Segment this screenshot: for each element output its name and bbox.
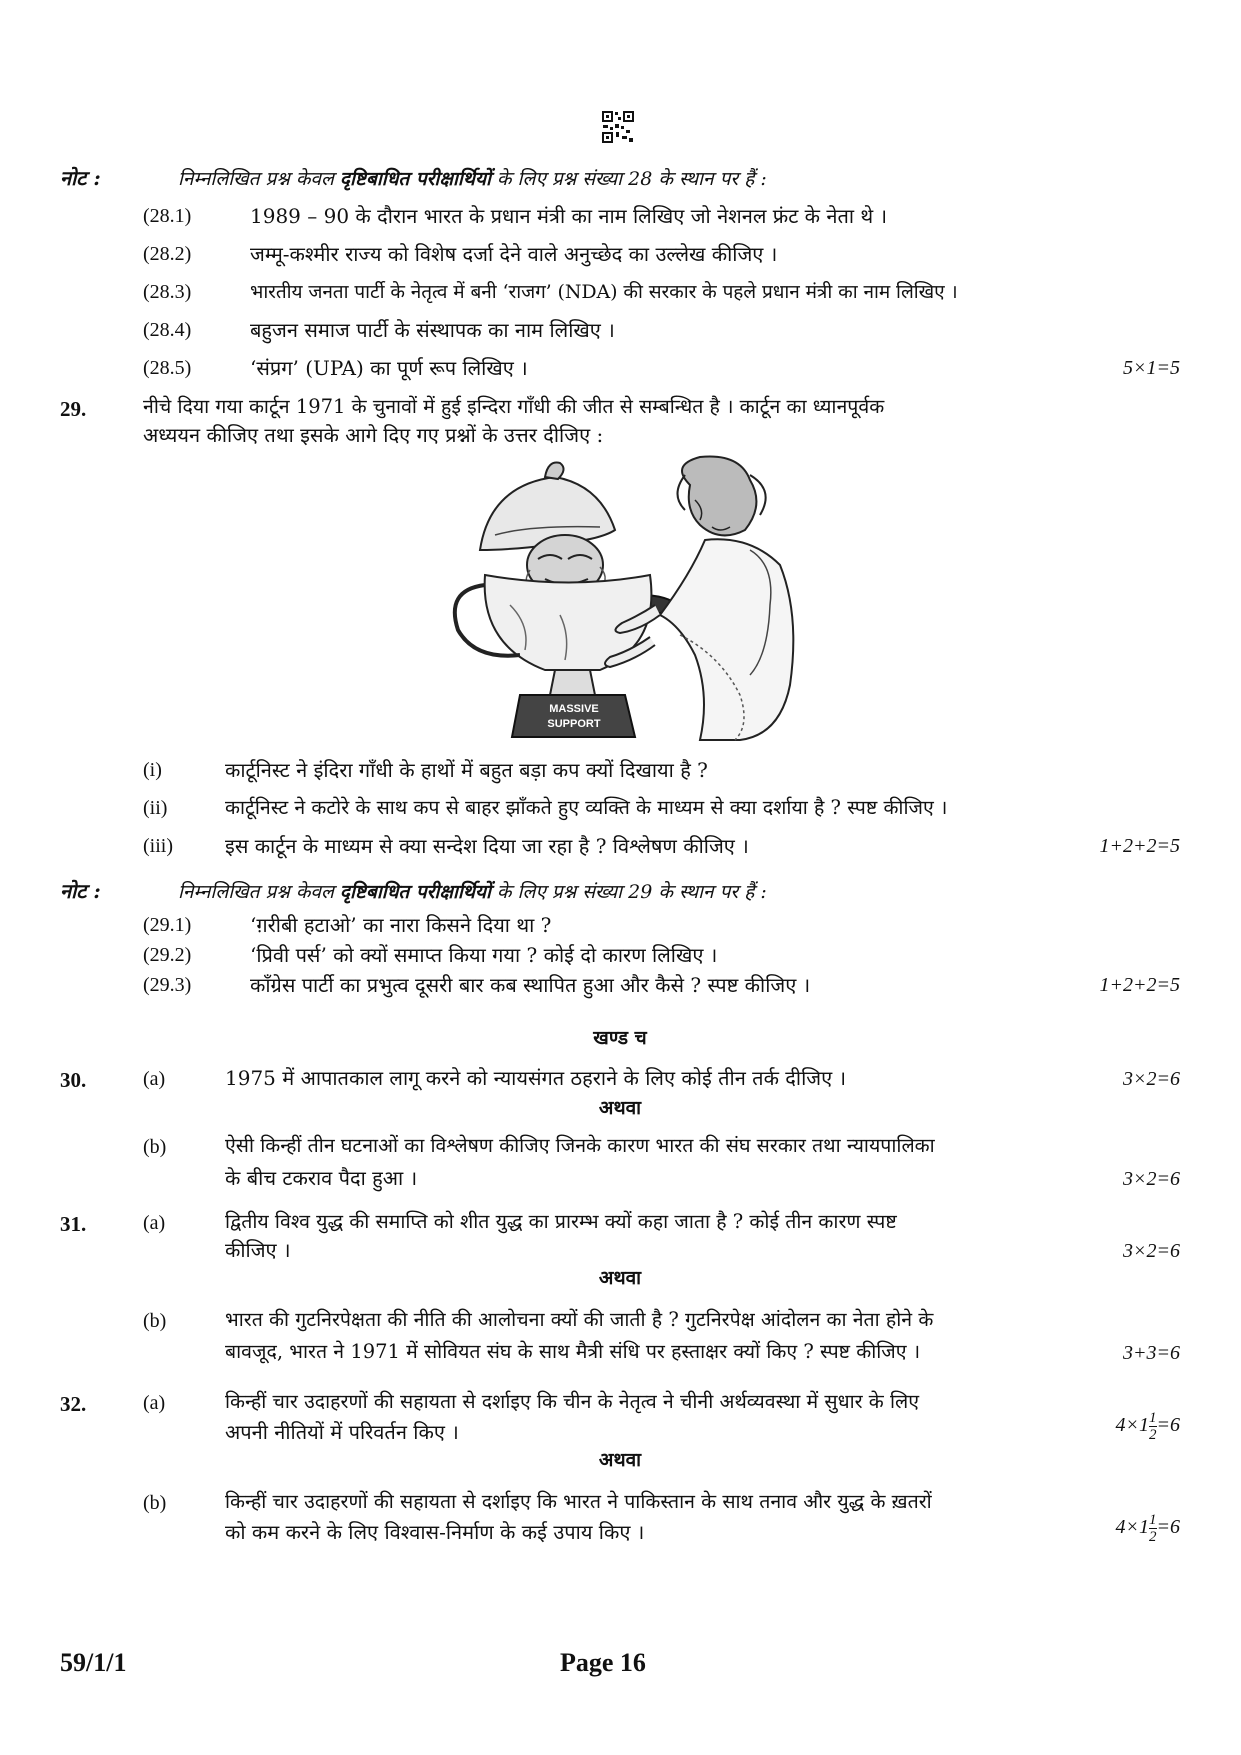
q28-2-number: (28.2) <box>143 243 192 265</box>
marks-prefix: 4×1 <box>1115 1516 1149 1539</box>
q32-a-marks <box>1040 1410 1180 1443</box>
q29-intro-line1: नीचे दिया गया कार्टून 1971 के चुनावों में हुई इन्दिरा गाँधी की जीत से सम्बन्धित है । कार्टून का ध्यानपूर्वक <box>143 395 885 418</box>
q30-b-label: (b) <box>143 1136 167 1158</box>
fraction <box>1149 1410 1157 1443</box>
q32-a-line2: अपनी नीतियों में परिवर्तन किए । <box>225 1420 459 1444</box>
cartoon-image <box>450 455 810 745</box>
note-label: नोट : <box>60 879 101 903</box>
q29-i-number: (i) <box>143 759 162 781</box>
q29-intro-line2: अध्ययन कीजिए तथा इसके आगे दिए गए प्रश्नों के उत्तर दीजिए : <box>143 423 604 447</box>
fraction <box>1149 1512 1157 1545</box>
note-text-bold: दृष्टिबाधित परीक्षार्थियों <box>339 168 491 190</box>
q30-a-text: 1975 में आपातकाल लागू करने को न्यायसंगत ठहराने के लिए कोई तीन तर्क दीजिए । <box>225 1066 847 1090</box>
q31-number: 31. <box>60 1212 87 1236</box>
q29-2-text: ‘प्रिवी पर्स’ को क्यों समाप्त किया गया ? कोई दो कारण लिखिए । <box>250 943 718 967</box>
q30-b-marks: 3×2=6 <box>1123 1168 1180 1190</box>
q30-a-label: (a) <box>143 1068 166 1090</box>
q28-marks: 5×1=5 <box>1123 357 1180 379</box>
q32-number: 32. <box>60 1392 87 1416</box>
q29-iii-text: इस कार्टून के माध्यम से क्या सन्देश दिया जा रहा है ? विश्लेषण कीजिए । <box>225 834 749 858</box>
cartoon-label-line1: MASSIVE <box>549 703 599 715</box>
page-number: Page 16 <box>560 1648 646 1677</box>
note-text <box>178 165 767 191</box>
or-divider: अथवा <box>598 1267 642 1289</box>
q29-1-text: ‘ग़रीबी हटाओ’ का नारा किसने दिया था ? <box>250 913 552 937</box>
note-text <box>178 878 767 904</box>
q30-b-line1: ऐसी किन्हीं तीन घटनाओं का विश्लेषण कीजिए जिनके कारण भारत की संघ सरकार तथा न्यायपालिका <box>225 1134 935 1157</box>
q32-a-label: (a) <box>143 1392 166 1414</box>
q28-3-number: (28.3) <box>143 281 192 303</box>
q31-a-label: (a) <box>143 1212 166 1234</box>
fraction-numerator: 1 <box>1149 1512 1157 1528</box>
q28-4-text: बहुजन समाज पार्टी के संस्थापक का नाम लिखिए । <box>250 318 615 342</box>
q29-ii-number: (ii) <box>143 797 168 819</box>
q28-2-text: जम्मू-कश्मीर राज्य को विशेष दर्जा देने वाले अनुच्छेद का उल्लेख कीजिए । <box>250 242 778 266</box>
q29-ii-text: कार्टूनिस्ट ने कटोरे के साथ कप से बाहर झाँकते हुए व्यक्ति के माध्यम से क्या दर्शाया है ? स्पष्ट कीजिए । <box>225 796 948 819</box>
or-divider: अथवा <box>598 1449 642 1471</box>
q29-marks: 1+2+2=5 <box>1099 835 1180 857</box>
qr-code <box>601 110 635 144</box>
q31-a-line2: कीजिए । <box>225 1238 291 1262</box>
q29-1-number: (29.1) <box>143 914 192 936</box>
q30-a-marks: 3×2=6 <box>1123 1068 1180 1090</box>
q29-number: 29. <box>60 397 87 421</box>
fraction-numerator: 1 <box>1149 1410 1157 1426</box>
q29-3-text: काँग्रेस पार्टी का प्रभुत्व दूसरी बार कब स्थापित हुआ और कैसे ? स्पष्ट कीजिए । <box>250 973 811 997</box>
q29-3-number: (29.3) <box>143 974 192 996</box>
paper-code: 59/1/1 <box>60 1648 127 1677</box>
note-text-start: निम्नलिखित प्रश्न केवल <box>178 168 340 190</box>
q32-b-marks <box>1040 1512 1180 1545</box>
cartoon-illustration <box>450 455 810 745</box>
q28-4-number: (28.4) <box>143 319 192 341</box>
q32-b-line2: को कम करने के लिए विश्वास-निर्माण के कई उपाय किए । <box>225 1520 645 1544</box>
q31-b-marks: 3+3=6 <box>1123 1342 1180 1364</box>
q28-5-number: (28.5) <box>143 357 192 379</box>
or-divider: अथवा <box>598 1097 642 1119</box>
fraction-denominator: 2 <box>1149 1529 1157 1545</box>
fraction-denominator: 2 <box>1149 1427 1157 1443</box>
q29-alt-marks: 1+2+2=5 <box>1099 974 1180 996</box>
q29-i-text: कार्टूनिस्ट ने इंदिरा गाँधी के हाथों में बहुत बड़ा कप क्यों दिखाया है ? <box>225 758 708 782</box>
q31-b-line1: भारत की गुटनिरपेक्षता की नीति की आलोचना क्यों की जाती है ? गुटनिरपेक्ष आंदोलन का नेता होने के <box>225 1308 934 1331</box>
note-text-end: के लिए प्रश्न संख्या 28 के स्थान पर हैं : <box>490 168 767 190</box>
marks-prefix: 4×1 <box>1115 1414 1149 1437</box>
q32-a-line1: किन्हीं चार उदाहरणों की सहायता से दर्शाइए कि चीन के नेतृत्व ने चीनी अर्थव्यवस्था में सुधार के लिए <box>225 1390 920 1413</box>
q30-number: 30. <box>60 1068 87 1092</box>
qr-code-icon <box>601 110 635 144</box>
q32-b-label: (b) <box>143 1492 167 1514</box>
note-label: नोट : <box>60 166 101 190</box>
q31-a-marks: 3×2=6 <box>1123 1240 1180 1262</box>
q31-b-line2: बावजूद, भारत ने 1971 में सोवियत संघ के साथ मैत्री संधि पर हस्ताक्षर क्यों किए ? स्पष्ट कीजिए । <box>225 1340 921 1363</box>
cartoon-label-line2: SUPPORT <box>547 718 601 730</box>
section-title: खण्ड च <box>593 1027 647 1049</box>
marks-suffix: =6 <box>1156 1516 1180 1539</box>
q28-1-text: 1989 – 90 के दौरान भारत के प्रधान मंत्री का नाम लिखिए जो नेशनल फ्रंट के नेता थे । <box>250 204 888 228</box>
q29-iii-number: (iii) <box>143 835 173 857</box>
note-text-end: के लिए प्रश्न संख्या 29 के स्थान पर हैं : <box>490 881 767 903</box>
q31-b-label: (b) <box>143 1310 167 1332</box>
note-text-bold: दृष्टिबाधित परीक्षार्थियों <box>339 881 491 903</box>
q28-1-number: (28.1) <box>143 205 192 227</box>
q28-5-text: ‘संप्रग’ (UPA) का पूर्ण रूप लिखिए । <box>250 356 528 380</box>
marks-suffix: =6 <box>1156 1414 1180 1437</box>
q32-b-line1: किन्हीं चार उदाहरणों की सहायता से दर्शाइए कि भारत ने पाकिस्तान के साथ तनाव और युद्ध के ख़तरों <box>225 1490 932 1513</box>
q28-3-text: भारतीय जनता पार्टी के नेतृत्व में बनी ‘राजग’ (NDA) की सरकार के पहले प्रधान मंत्री का नाम लिखिए । <box>250 281 958 303</box>
q31-a-line1: द्वितीय विश्व युद्ध की समाप्ति को शीत युद्ध का प्रारम्भ क्यों कहा जाता है ? कोई तीन कारण स्पष्ट <box>225 1210 897 1233</box>
q30-b-line2: के बीच टकराव पैदा हुआ । <box>225 1166 418 1190</box>
note-text-start: निम्नलिखित प्रश्न केवल <box>178 881 340 903</box>
q29-2-number: (29.2) <box>143 944 192 966</box>
